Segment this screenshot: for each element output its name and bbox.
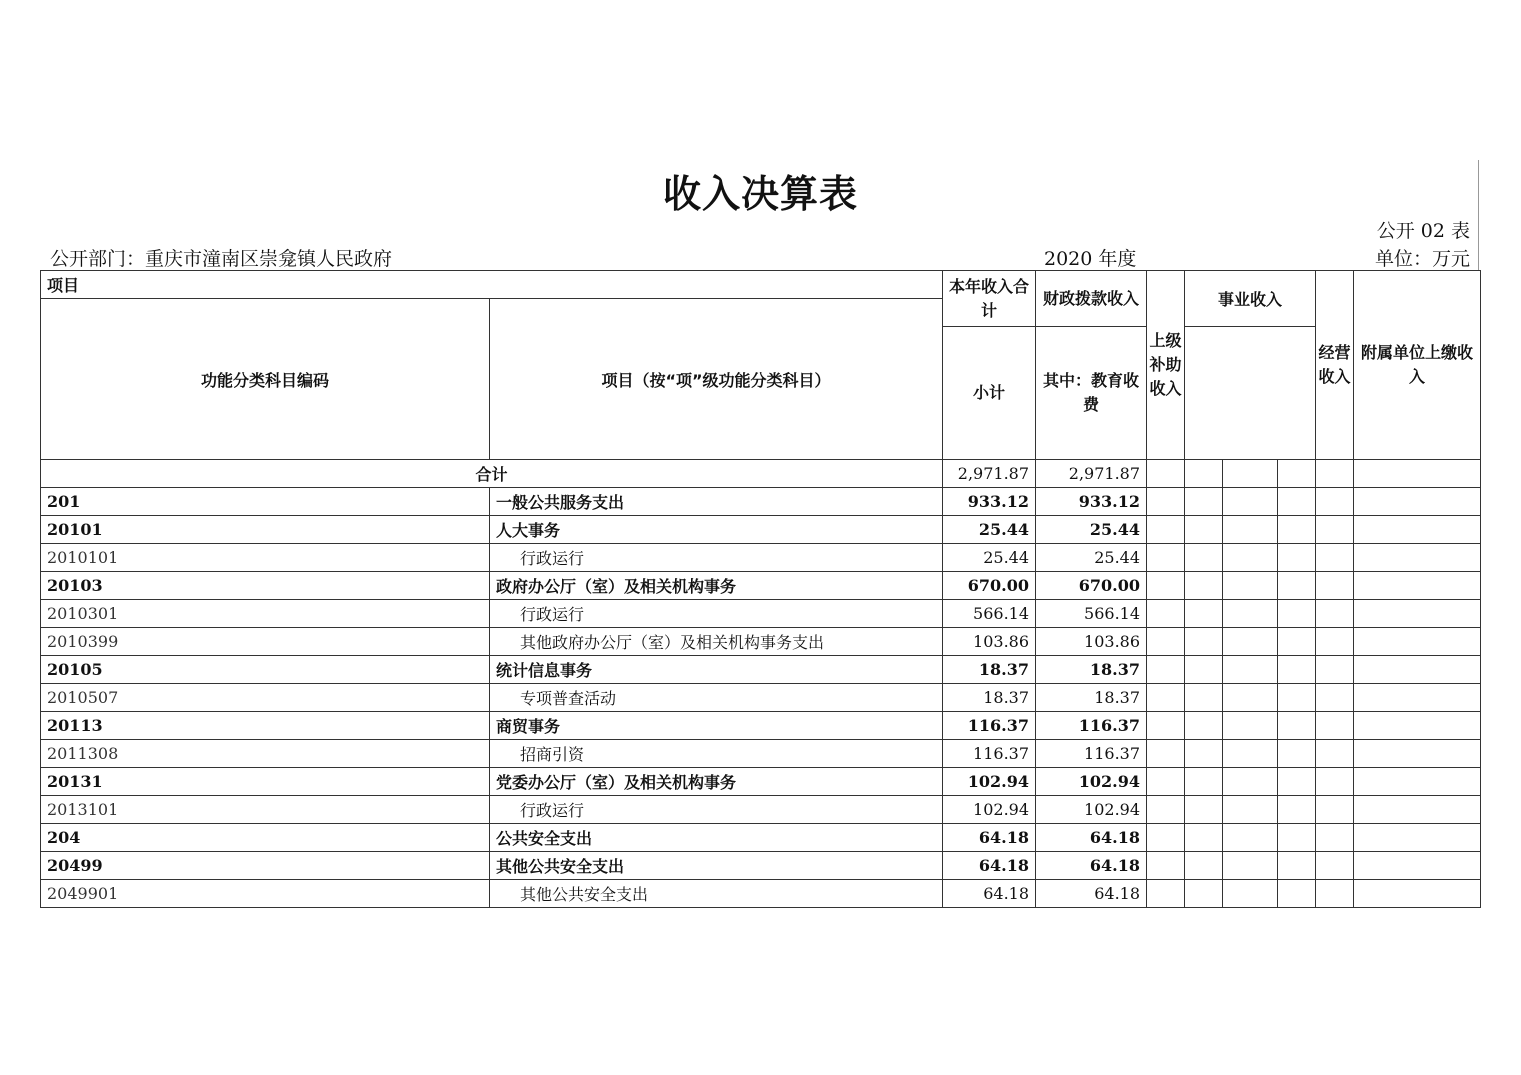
row-empty-cell: [1278, 852, 1316, 880]
row-name: 商贸事务: [490, 712, 943, 740]
row-fiscal: 933.12: [1036, 488, 1147, 516]
table-row: [41, 600, 1481, 628]
row-code: 2010399: [41, 628, 490, 656]
row-empty-cell: [1223, 768, 1278, 796]
row-name: 行政运行: [490, 544, 943, 572]
row-code: 20103: [41, 572, 490, 600]
row-empty-cell: [1185, 796, 1223, 824]
row-empty-cell: [1147, 516, 1185, 544]
row-empty-cell: [1278, 628, 1316, 656]
row-fiscal: 25.44: [1036, 516, 1147, 544]
row-empty-cell: [1185, 600, 1223, 628]
row-empty-cell: [1223, 600, 1278, 628]
table-row: [41, 852, 1481, 880]
row-empty-cell: [1147, 600, 1185, 628]
row-empty-cell: [1316, 824, 1354, 852]
table-row: [41, 880, 1481, 908]
header-subsidy: 上级补助收入: [1147, 271, 1185, 460]
table-row: [41, 824, 1481, 852]
row-empty-cell: [1316, 684, 1354, 712]
row-empty-cell: [1278, 600, 1316, 628]
row-code: 2010507: [41, 684, 490, 712]
row-empty-cell: [1354, 796, 1481, 824]
header-edu-fee: 其中：教育收费: [1036, 327, 1147, 460]
department-label: 公开部门：重庆市潼南区崇龛镇人民政府: [50, 248, 393, 270]
row-empty-cell: [1278, 796, 1316, 824]
row-empty-cell: [1185, 880, 1223, 908]
row-empty-cell: [1354, 544, 1481, 572]
row-total: 116.37: [943, 740, 1036, 768]
row-empty-cell: [1316, 600, 1354, 628]
row-empty-cell: [1223, 628, 1278, 656]
row-name: 党委办公厅（室）及相关机构事务: [490, 768, 943, 796]
row-total: 116.37: [943, 712, 1036, 740]
row-empty-cell: [1278, 824, 1316, 852]
row-empty-cell: [1223, 796, 1278, 824]
row-empty-cell: [1185, 656, 1223, 684]
header-affiliated: 附属单位上缴收入: [1354, 271, 1481, 460]
header-total: 本年收入合计: [943, 271, 1036, 327]
row-empty-cell: [1185, 740, 1223, 768]
row-fiscal: 25.44: [1036, 544, 1147, 572]
row-total: 18.37: [943, 656, 1036, 684]
row-code: 20105: [41, 656, 490, 684]
row-empty-cell: [1185, 684, 1223, 712]
row-name: 其他公共安全支出: [490, 880, 943, 908]
table-row: [41, 656, 1481, 684]
row-empty-cell: [1185, 628, 1223, 656]
row-empty-cell: [1354, 740, 1481, 768]
header-row-1: [41, 271, 1481, 299]
row-total: 102.94: [943, 768, 1036, 796]
row-empty-cell: [1223, 740, 1278, 768]
row-empty-cell: [1185, 768, 1223, 796]
row-empty-cell: [1223, 516, 1278, 544]
row-empty-cell: [1316, 656, 1354, 684]
row-name: 其他公共安全支出: [490, 852, 943, 880]
row-empty-cell: [1354, 880, 1481, 908]
row-total: 102.94: [943, 796, 1036, 824]
row-empty-cell: [1278, 712, 1316, 740]
row-name: 其他政府办公厅（室）及相关机构事务支出: [490, 628, 943, 656]
table-row: [41, 684, 1481, 712]
row-empty-cell: [1223, 656, 1278, 684]
row-empty-cell: [1354, 768, 1481, 796]
row-name: 招商引资: [490, 740, 943, 768]
table-row: [41, 768, 1481, 796]
row-fiscal: 103.86: [1036, 628, 1147, 656]
table-row: [41, 740, 1481, 768]
row-code: 20499: [41, 852, 490, 880]
row-fiscal: 64.18: [1036, 852, 1147, 880]
row-empty-cell: [1147, 544, 1185, 572]
row-empty-cell: [1147, 572, 1185, 600]
row-code: 2011308: [41, 740, 490, 768]
row-fiscal: 102.94: [1036, 768, 1147, 796]
row-empty-cell: [1185, 516, 1223, 544]
row-empty-cell: [1316, 852, 1354, 880]
row-code: 201: [41, 488, 490, 516]
row-empty-cell: [1223, 824, 1278, 852]
row-empty-cell: [1147, 488, 1185, 516]
row-name: 一般公共服务支出: [490, 488, 943, 516]
row-empty-cell: [1147, 880, 1185, 908]
row-empty-cell: [1185, 488, 1223, 516]
row-empty-cell: [1147, 796, 1185, 824]
unit-label: 单位：万元: [1374, 248, 1470, 270]
row-empty-cell: [1316, 712, 1354, 740]
row-empty-cell: [1354, 572, 1481, 600]
header-business: 事业收入: [1185, 271, 1316, 327]
table-number: 公开 02 表: [1376, 220, 1470, 242]
table-row: [41, 628, 1481, 656]
header-operating: 经营收入: [1316, 271, 1354, 460]
row-empty-cell: [1185, 712, 1223, 740]
row-empty-cell: [1278, 740, 1316, 768]
row-empty-cell: [1223, 488, 1278, 516]
row-empty-cell: [1316, 572, 1354, 600]
table-row: [41, 488, 1481, 516]
row-empty-cell: [1223, 880, 1278, 908]
row-empty-cell: [1316, 796, 1354, 824]
row-empty-cell: [1185, 544, 1223, 572]
row-fiscal: 18.37: [1036, 656, 1147, 684]
fiscal-year: 2020 年度: [1044, 248, 1137, 270]
row-empty-cell: [1147, 656, 1185, 684]
page-title: 收入决算表: [662, 172, 858, 216]
row-empty-cell: [1278, 488, 1316, 516]
row-empty-cell: [1223, 684, 1278, 712]
row-empty-cell: [1223, 712, 1278, 740]
row-empty-cell: [1278, 880, 1316, 908]
table-row: [41, 544, 1481, 572]
row-total: 64.18: [943, 824, 1036, 852]
row-empty-cell: [1147, 824, 1185, 852]
row-empty-cell: [1185, 572, 1223, 600]
row-code: 20101: [41, 516, 490, 544]
row-empty-cell: [1147, 768, 1185, 796]
row-fiscal: 64.18: [1036, 824, 1147, 852]
row-name: 专项普查活动: [490, 684, 943, 712]
row-empty-cell: [1316, 488, 1354, 516]
row-empty-cell: [1316, 516, 1354, 544]
row-code: 2010101: [41, 544, 490, 572]
row-total: 25.44: [943, 544, 1036, 572]
row-empty-cell: [1354, 852, 1481, 880]
row-code: 20113: [41, 712, 490, 740]
row-name: 政府办公厅（室）及相关机构事务: [490, 572, 943, 600]
row-empty-cell: [1354, 488, 1481, 516]
row-empty-cell: [1278, 572, 1316, 600]
row-total: 18.37: [943, 684, 1036, 712]
row-total: 103.86: [943, 628, 1036, 656]
total-label: 合计: [41, 460, 943, 488]
row-empty-cell: [1354, 684, 1481, 712]
row-total: 64.18: [943, 852, 1036, 880]
income-report-table: [40, 270, 1481, 908]
row-code: 204: [41, 824, 490, 852]
row-empty-cell: [1316, 768, 1354, 796]
table-row: [41, 572, 1481, 600]
row-fiscal: 102.94: [1036, 796, 1147, 824]
row-name: 行政运行: [490, 796, 943, 824]
row-empty-cell: [1223, 572, 1278, 600]
row-code: 20131: [41, 768, 490, 796]
header-item: 项目: [41, 271, 943, 299]
row-fiscal: 566.14: [1036, 600, 1147, 628]
row-empty-cell: [1354, 516, 1481, 544]
row-empty-cell: [1185, 824, 1223, 852]
row-fiscal: 64.18: [1036, 880, 1147, 908]
row-empty-cell: [1316, 544, 1354, 572]
row-empty-cell: [1278, 768, 1316, 796]
row-total: 933.12: [943, 488, 1036, 516]
row-empty-cell: [1354, 656, 1481, 684]
row-empty-cell: [1278, 544, 1316, 572]
row-empty-cell: [1316, 880, 1354, 908]
row-total: 64.18: [943, 880, 1036, 908]
row-fiscal: 116.37: [1036, 740, 1147, 768]
row-empty-cell: [1354, 712, 1481, 740]
row-total: 566.14: [943, 600, 1036, 628]
row-total: 25.44: [943, 516, 1036, 544]
row-empty-cell: [1147, 740, 1185, 768]
row-empty-cell: [1354, 824, 1481, 852]
header-name: 项目（按“项”级功能分类科目）: [490, 299, 943, 460]
row-name: 人大事务: [490, 516, 943, 544]
row-empty-cell: [1147, 628, 1185, 656]
header-fiscal: 财政拨款收入: [1036, 271, 1147, 327]
table-row: [41, 796, 1481, 824]
header-code: 功能分类科目编码: [41, 299, 490, 460]
total-row: [41, 460, 1481, 488]
row-name: 行政运行: [490, 600, 943, 628]
table-row: [41, 712, 1481, 740]
row-empty-cell: [1147, 852, 1185, 880]
row-code: 2010301: [41, 600, 490, 628]
row-code: 2013101: [41, 796, 490, 824]
row-empty-cell: [1354, 600, 1481, 628]
row-name: 公共安全支出: [490, 824, 943, 852]
row-empty-cell: [1316, 740, 1354, 768]
row-empty-cell: [1278, 684, 1316, 712]
row-empty-cell: [1278, 656, 1316, 684]
total-income-value: 2,971.87: [943, 460, 1036, 488]
row-code: 2049901: [41, 880, 490, 908]
total-fiscal-value: 2,971.87: [1036, 460, 1147, 488]
row-total: 670.00: [943, 572, 1036, 600]
row-empty-cell: [1147, 712, 1185, 740]
row-empty-cell: [1147, 684, 1185, 712]
row-empty-cell: [1354, 628, 1481, 656]
row-fiscal: 670.00: [1036, 572, 1147, 600]
row-empty-cell: [1223, 544, 1278, 572]
row-fiscal: 116.37: [1036, 712, 1147, 740]
row-empty-cell: [1278, 516, 1316, 544]
row-empty-cell: [1316, 628, 1354, 656]
row-empty-cell: [1185, 852, 1223, 880]
row-empty-cell: [1223, 852, 1278, 880]
row-name: 统计信息事务: [490, 656, 943, 684]
header-subtotal: 小计: [943, 327, 1036, 460]
row-fiscal: 18.37: [1036, 684, 1147, 712]
table-row: [41, 516, 1481, 544]
